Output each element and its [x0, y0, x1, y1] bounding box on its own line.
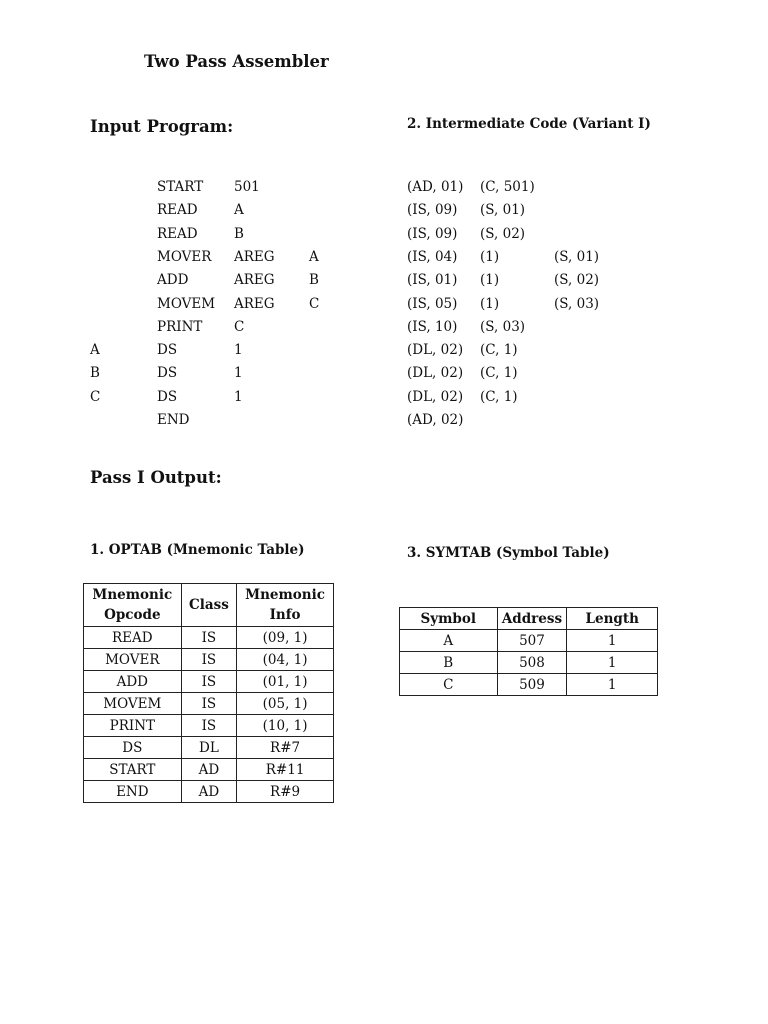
- program-label: C: [90, 388, 101, 405]
- program-operand1: AREG: [234, 295, 275, 312]
- program-opcode: READ: [157, 225, 198, 242]
- ic-opcode: (DL, 02): [407, 342, 464, 359]
- optab-cell: R#7: [237, 737, 334, 759]
- ic-operand1: (1): [480, 295, 500, 312]
- symtab-cell: 1: [567, 630, 658, 652]
- ic-opcode: (IS, 10): [407, 318, 458, 335]
- table-row: [84, 693, 334, 715]
- ic-opcode: (IS, 05): [407, 295, 458, 312]
- optab-col-header: Class: [181, 584, 237, 627]
- ic-opcode: (DL, 02): [407, 388, 464, 405]
- optab-cell: R#11: [237, 759, 334, 781]
- table-row: [400, 652, 658, 674]
- program-operand1: 1: [234, 342, 243, 359]
- program-operand2: C: [309, 295, 320, 312]
- intermediate-code-heading: 2. Intermediate Code (Variant I): [407, 116, 651, 132]
- table-row: [84, 715, 334, 737]
- optab-cell: IS: [181, 627, 237, 649]
- page-title: Two Pass Assembler: [144, 52, 329, 71]
- ic-opcode: (AD, 02): [407, 412, 464, 428]
- symtab-col-header: Address: [497, 608, 567, 630]
- program-operand1: B: [234, 225, 244, 242]
- symtab-col-header: Symbol: [400, 608, 498, 630]
- symtab-header-row: [400, 608, 658, 630]
- symtab-cell: 1: [567, 674, 658, 696]
- ic-opcode: (IS, 09): [407, 225, 458, 242]
- pass1-heading: Pass I Output:: [90, 468, 222, 487]
- optab-cell: IS: [181, 715, 237, 737]
- program-operand1: C: [234, 318, 245, 335]
- ic-operand1: (S, 02): [480, 225, 526, 242]
- program-opcode: DS: [157, 342, 178, 359]
- ic-opcode: (IS, 01): [407, 272, 458, 289]
- ic-operand1: (C, 501): [480, 179, 535, 195]
- program-operand2: A: [309, 248, 319, 265]
- optab-cell: AD: [181, 781, 237, 803]
- program-operand1: 501: [234, 179, 260, 195]
- optab-cell: (05, 1): [237, 693, 334, 715]
- optab-cell: (10, 1): [237, 715, 334, 737]
- ic-opcode: (DL, 02): [407, 365, 464, 382]
- symtab-cell: C: [400, 674, 498, 696]
- table-row: [84, 671, 334, 693]
- symtab-col-header: Length: [567, 608, 658, 630]
- symtab-heading: 3. SYMTAB (Symbol Table): [407, 545, 610, 561]
- optab-cell: (09, 1): [237, 627, 334, 649]
- optab-cell: PRINT: [84, 715, 182, 737]
- program-operand1: AREG: [234, 272, 275, 289]
- program-operand1: AREG: [234, 248, 275, 265]
- optab-col-header: Mnemonic Info: [237, 584, 334, 627]
- program-opcode: MOVER: [157, 248, 212, 265]
- ic-operand2: (S, 02): [554, 272, 600, 289]
- symtab-cell: 1: [567, 652, 658, 674]
- ic-operand1: (1): [480, 272, 500, 289]
- program-opcode: START: [157, 179, 204, 195]
- ic-operand1: (1): [480, 248, 500, 265]
- optab-cell: MOVEM: [84, 693, 182, 715]
- table-row: [84, 759, 334, 781]
- ic-operand1: (C, 1): [480, 365, 518, 382]
- program-label: B: [90, 365, 100, 382]
- ic-operand1: (C, 1): [480, 342, 518, 359]
- symtab-cell: 508: [497, 652, 567, 674]
- ic-operand1: (C, 1): [480, 388, 518, 405]
- optab-cell: R#9: [237, 781, 334, 803]
- optab-cell: READ: [84, 627, 182, 649]
- ic-operand1: (S, 03): [480, 318, 526, 335]
- optab-cell: IS: [181, 671, 237, 693]
- table-row: [84, 627, 334, 649]
- symtab-cell: 507: [497, 630, 567, 652]
- program-label: A: [90, 342, 100, 359]
- optab-cell: IS: [181, 693, 237, 715]
- program-operand1: 1: [234, 388, 243, 405]
- program-opcode: DS: [157, 388, 178, 405]
- optab-header-row: [84, 584, 334, 627]
- program-opcode: DS: [157, 365, 178, 382]
- input-program-heading: Input Program:: [90, 117, 234, 136]
- table-row: [84, 649, 334, 671]
- symtab-cell: 509: [497, 674, 567, 696]
- table-row: [400, 630, 658, 652]
- symtab-cell: B: [400, 652, 498, 674]
- optab-cell: ADD: [84, 671, 182, 693]
- optab-cell: END: [84, 781, 182, 803]
- symtab-cell: A: [400, 630, 498, 652]
- optab-cell: (04, 1): [237, 649, 334, 671]
- optab-col-header: Mnemonic Opcode: [84, 584, 182, 627]
- optab-cell: (01, 1): [237, 671, 334, 693]
- program-opcode: MOVEM: [157, 295, 216, 312]
- program-operand2: B: [309, 272, 319, 289]
- program-opcode: END: [157, 412, 190, 428]
- ic-opcode: (AD, 01): [407, 179, 464, 195]
- optab-cell: IS: [181, 649, 237, 671]
- ic-operand1: (S, 01): [480, 202, 526, 219]
- ic-opcode: (IS, 09): [407, 202, 458, 219]
- program-operand1: A: [234, 202, 244, 219]
- optab-cell: START: [84, 759, 182, 781]
- symtab-table: [399, 607, 658, 696]
- optab-cell: AD: [181, 759, 237, 781]
- table-row: [400, 674, 658, 696]
- optab-cell: MOVER: [84, 649, 182, 671]
- optab-cell: DS: [84, 737, 182, 759]
- table-row: [84, 737, 334, 759]
- program-opcode: PRINT: [157, 318, 203, 335]
- optab-cell: DL: [181, 737, 237, 759]
- program-opcode: ADD: [157, 272, 189, 289]
- ic-operand2: (S, 03): [554, 295, 600, 312]
- program-operand1: 1: [234, 365, 243, 382]
- ic-operand2: (S, 01): [554, 248, 600, 265]
- ic-opcode: (IS, 04): [407, 248, 458, 265]
- table-row: [84, 781, 334, 803]
- program-opcode: READ: [157, 202, 198, 219]
- optab-heading: 1. OPTAB (Mnemonic Table): [90, 542, 305, 558]
- optab-table: [83, 583, 334, 803]
